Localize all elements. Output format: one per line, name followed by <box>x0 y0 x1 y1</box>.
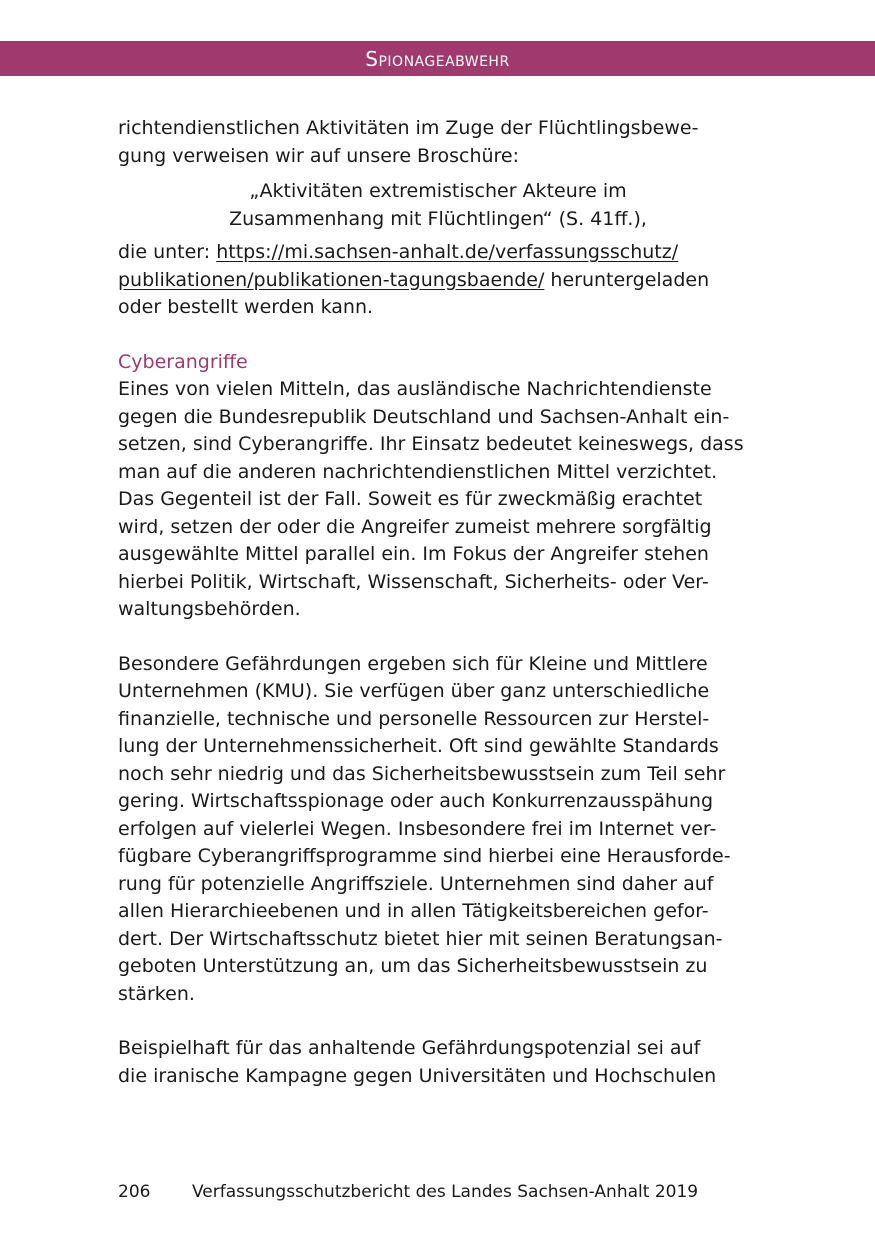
intro-line: gung verweisen wir auf unsere Broschüre: <box>118 144 520 167</box>
page-body <box>118 115 758 1090</box>
text-line: Unternehmen (KMU). Sie verfügen über ganz unterschiedliche <box>118 680 710 702</box>
text-line: Eines von vielen Mitteln, das ausländische Nachrichtendienste <box>118 378 712 400</box>
text-line: hierbei Politik, Wirtschaft, Wissenschaft, Sicherheits- oder Ver- <box>118 570 709 593</box>
chapter-title: Spionageabwehr <box>365 47 510 71</box>
brochure-quote <box>118 178 758 233</box>
page-footer <box>118 1180 698 1204</box>
intro-line: richtendienstlichen Aktivitäten im Zuge der Flüchtlingsbewe- <box>118 117 699 139</box>
text-line: noch sehr niedrig und das Sicherheitsbewusstsein zum Teil sehr <box>118 762 726 785</box>
download-paragraph <box>118 239 758 322</box>
text-line: Beispielhaft für das anhaltende Gefährdungspotenzial sei auf <box>118 1037 701 1059</box>
text-line: finanzielle, technische und personelle Ressourcen zur Herstel- <box>118 707 710 730</box>
download-link[interactable]: publikationen/publikationen-tagungsbaende/ <box>118 268 545 291</box>
text-line: waltungsbehörden. <box>118 598 301 620</box>
text-line: ausgewählte Mittel parallel ein. Im Fokus der Angreifer stehen <box>118 543 709 565</box>
text-line: rung für potenzielle Angriffsziele. Unternehmen sind daher auf <box>118 872 714 895</box>
section-heading: Cyberangriffe <box>118 350 248 373</box>
paragraph-cyber <box>118 376 758 624</box>
quote-line: Zusammenhang mit Flüchtlingen“ (S. 41ff.), <box>229 207 647 230</box>
text-line: gering. Wirtschaftsspionage oder auch Konkurrenzausspähung <box>118 790 714 812</box>
text-line: stärken. <box>118 982 195 1005</box>
text-line: allen Hierarchieebenen und in allen Tätigkeitsbereichen gefor- <box>118 900 709 922</box>
quote-line: „Aktivitäten extremistischer Akteure im <box>249 180 627 202</box>
download-suffix: heruntergeladen <box>544 268 710 291</box>
text-line: man auf die anderen nachrichtendienstlichen Mittel verzichtet. <box>118 460 718 483</box>
download-link[interactable]: https://mi.sachsen-anhalt.de/verfassungsschutz/ <box>216 241 679 263</box>
text-line: dert. Der Wirtschaftsschutz bietet hier mit seinen Beratungsan- <box>118 927 723 950</box>
paragraph-example <box>118 1035 758 1090</box>
download-line: oder bestellt werden kann. <box>118 296 374 318</box>
text-line: Besondere Gefährdungen ergeben sich für Kleine und Mittlere <box>118 652 708 675</box>
text-line: gegen die Bundesrepublik Deutschland und Sachsen-Anhalt ein- <box>118 405 730 428</box>
text-line: wird, setzen der oder die Angreifer zumeist mehrere sorgfältig <box>118 515 712 538</box>
text-line: Das Gegenteil ist der Fall. Soweit es für zweckmäßig erachtet <box>118 488 703 510</box>
text-line: erfolgen auf vielerlei Wegen. Insbesondere frei im Internet ver- <box>118 817 717 840</box>
download-prefix: die unter: <box>118 241 217 263</box>
paragraph-kmu <box>118 651 758 1009</box>
page-number: 206 <box>118 1182 151 1202</box>
text-line: lung der Unternehmenssicherheit. Oft sind gewählte Standards <box>118 735 719 757</box>
footer-title: Verfassungsschutzbericht des Landes Sachsen-Anhalt 2019 <box>192 1182 699 1202</box>
text-line: fügbare Cyberangriffsprogramme sind hierbei eine Herausforde- <box>118 845 731 867</box>
text-line: die iranische Kampagne gegen Universitäten und Hochschulen <box>118 1064 717 1087</box>
text-line: setzen, sind Cyberangriffe. Ihr Einsatz bedeutet keineswegs, dass <box>118 433 744 455</box>
text-line: geboten Unterstützung an, um das Sicherheitsbewusstsein zu <box>118 955 708 977</box>
